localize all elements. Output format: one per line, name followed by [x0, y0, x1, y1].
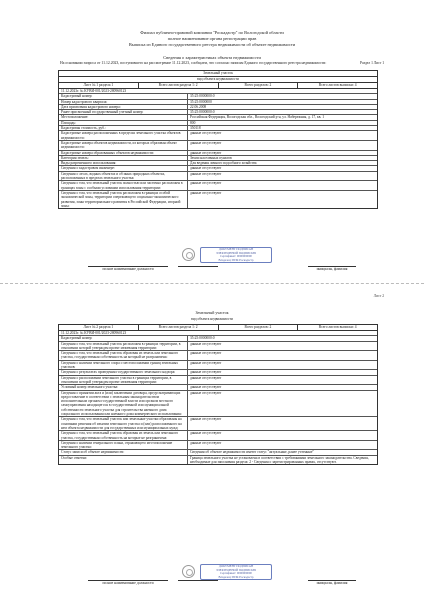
- signature-line: [178, 266, 218, 267]
- field-label: Сведения о результатах проведения государственного земельного надзора:: [59, 370, 188, 374]
- authority-name: Филиал публично-правовой компании "Роскадастр" по Вологодской области: [140, 30, 284, 35]
- col-header: Лист № 1 раздела 1: [59, 83, 139, 88]
- table-row: [59, 181, 377, 191]
- field-label: 11.12.2023г. № КУВИ-001/2023-280960123: [61, 89, 127, 93]
- field-value: данные отсутствуют: [190, 431, 222, 436]
- request-intro: На основании запроса от 11.12.2023, поступившего на рассмотрение 11.12.2023, сообщаем, что согласно записям Единого государственного реестра недвижимости:: [60, 61, 327, 65]
- section-label: Земельный участок: [195, 310, 229, 315]
- field-label: Кадастровые номера расположенных в пределах земельного участка объектов недвижимости:: [59, 131, 188, 140]
- field-label: Сведения о принятии акта и (или) заключении договора, предусматривающих предоставление в соответствии с земельным законодательством исполнительным органом государственной власти или органом местного самоуправления находящегося в государственной или муниципальной собственности земельного участка для строительства наемного дома социального использования или наемного дома коммерческого использования:: [59, 391, 188, 417]
- field-label: Сведения о кадастровом инженере:: [59, 166, 188, 170]
- stamp-text: Сертификат: 0000000000: [220, 254, 252, 259]
- field-label: Сведения о том, что земельный участок расположен в границах территории, в отношении которой утвержден проект межевания территории:: [59, 342, 188, 351]
- field-value: данные отсутствуют: [190, 150, 222, 155]
- field-value: данные отсутствуют: [190, 140, 222, 145]
- signature-line: [178, 580, 218, 581]
- field-label: Сведения о наличии генерального плана, отражающего местоположение земельного участка:: [59, 441, 188, 450]
- field-value: данные отсутствуют: [190, 370, 222, 375]
- section-label: Земельный участок: [59, 71, 377, 77]
- stamp-text: Владелец: ППК Роскадастр: [218, 574, 254, 579]
- document-heading: Выписка из Единого государственного реестра недвижимости об объекте недвижимости: [128, 42, 296, 47]
- field-label: Сведения о том, что земельный участок образован из земель или земельного участка, государственная собственность на которые не разграничена:: [59, 431, 188, 440]
- field-label: Площадь:: [59, 121, 188, 125]
- field-value: данные отсутствуют: [190, 360, 222, 365]
- field-label: Сведения о том, что земельный участок или земельные участки образованы на основании решения об изъятии земельного участка и (или) расположенного на нем объекта недвижимости для государственных или муниципальных нужд:: [59, 417, 188, 430]
- field-value: данные отсутствуют: [190, 131, 222, 136]
- field-value: 35:25:0000000:0: [190, 110, 215, 115]
- field-label: Статус записи об объекте недвижимости:: [59, 450, 188, 454]
- field-label: Местоположение:: [59, 115, 188, 119]
- field-label: Сведения о наличии земельного спора о местоположении границ земельных участков:: [59, 361, 188, 370]
- table-row: [59, 431, 377, 441]
- table-row: [59, 441, 377, 451]
- field-label: Особые отметки:: [59, 456, 188, 465]
- field-value: данные отсутствуют: [190, 375, 222, 380]
- table-body: [59, 89, 377, 208]
- table-row: [59, 361, 377, 371]
- field-value: данные отсутствуют: [190, 181, 222, 186]
- extract-sheet-2: [0, 283, 424, 601]
- field-value: данные отсутствуют: [190, 341, 222, 346]
- section-sublabel: вид объекта недвижимости: [191, 317, 233, 321]
- field-value: данные отсутствуют: [190, 190, 222, 195]
- stamp-text: ЭЛЕКТРОННОЙ ПОДПИСЬЮ: [215, 250, 257, 255]
- field-value: Для ведения личного подсобного хозяйства: [190, 161, 257, 166]
- field-label: Кадастровые номера образованных объектов недвижимости:: [59, 151, 188, 155]
- field-label: Виды разрешенного использования:: [59, 161, 188, 165]
- field-value: 35:25:0000000: [190, 99, 212, 104]
- seal-icon: [182, 565, 195, 578]
- table-row: [59, 172, 377, 182]
- field-value: 350118: [190, 126, 201, 131]
- table-row: [59, 376, 377, 386]
- table-row: [59, 191, 377, 208]
- field-value: данные отсутствуют: [190, 351, 222, 356]
- name-caption: инициалы, фамилия: [308, 580, 356, 585]
- field-label: Сведения о том, что земельный участок полностью или частично расположен в границах зоны с особыми условиями использования территории:: [59, 181, 188, 190]
- field-value: Сведения об объекте недвижимости имеют статус "актуальные, ранее учтенные": [190, 450, 314, 455]
- position-caption: полное наименование должности: [88, 580, 168, 585]
- field-label: Ранее присвоенный государственный учетный номер:: [59, 110, 188, 114]
- field-label: Сведения о лесах, водных объектах и об иных природных объектах, расположенных в пределах земельного участка:: [59, 172, 188, 181]
- field-label: Категория земель:: [59, 156, 188, 160]
- field-label: Сведения о том, что земельный участок расположен в границах особой экономической зоны, территории опережающего социально-экономического развития, зоны территориального развития в Российской Федерации, игорной зоны:: [59, 191, 188, 208]
- e-signature-stamp: [200, 564, 272, 580]
- stamp-text: ЭЛЕКТРОННОЙ ПОДПИСЬЮ: [215, 567, 257, 572]
- field-value: 35:25:0000000:0: [190, 94, 215, 99]
- stamp-text: ДОКУМЕНТ ПОДПИСАН: [218, 247, 254, 251]
- col-header: Лист № 2 раздела 1: [59, 325, 139, 330]
- table-row: [59, 351, 377, 361]
- stamp-text: ДОКУМЕНТ ПОДПИСАН: [218, 564, 254, 568]
- property-table: [58, 324, 378, 465]
- seal-icon: [182, 248, 195, 261]
- table-row: [59, 391, 377, 418]
- field-value: 35:25:0000000:0: [190, 336, 215, 341]
- field-value: данные отсутствуют: [190, 166, 222, 171]
- field-label: Сведения о том, что земельный участок образован из земель или земельного участка, государственная собственность на который не разграничена:: [59, 351, 188, 360]
- field-label: Кадастровый номер:: [59, 94, 188, 98]
- table-row: [59, 141, 377, 151]
- field-label: Условный номер земельного участка:: [59, 385, 188, 389]
- field-value: 22.06.2008: [190, 104, 207, 109]
- field-value: 800: [190, 120, 196, 125]
- field-label: Кадастровая стоимость, руб.:: [59, 126, 188, 130]
- field-value: данные отсутствуют: [190, 385, 222, 390]
- col-header: Всего листов выписки: 4: [318, 83, 357, 87]
- field-value: Земли населенных пунктов: [190, 155, 232, 160]
- field-value: данные отсутствуют: [190, 440, 222, 445]
- name-caption: инициалы, фамилия: [308, 266, 356, 271]
- table-row: [59, 456, 377, 465]
- table-row: [59, 342, 377, 352]
- field-value: данные отсутствуют: [190, 390, 222, 395]
- field-label: Дата присвоения кадастрового номера:: [59, 105, 188, 109]
- table-body: [59, 331, 377, 464]
- stamp-text: Сертификат: 0000000000: [220, 571, 252, 576]
- extract-sheet-1: [0, 0, 424, 283]
- authority-caption: полное наименование органа регистрации прав: [167, 36, 257, 41]
- section-sublabel: вид объекта недвижимости: [59, 77, 377, 83]
- stamp-text: Владелец: ППК Роскадастр: [218, 257, 254, 262]
- col-header: Всего разделов: 2: [219, 325, 299, 330]
- sheet-label: Раздел 1 Лист 1: [360, 61, 384, 65]
- col-header: Всего листов раздела 1: 2: [139, 325, 219, 330]
- field-label: Кадастровый номер:: [59, 336, 188, 340]
- property-table: [58, 70, 378, 209]
- field-label: Номер кадастрового квартала:: [59, 100, 188, 104]
- document-title: Сведения о характеристиках объекта недвижимости: [163, 55, 261, 60]
- position-caption: полное наименование должности: [88, 266, 168, 271]
- page-number: Лист 2: [373, 294, 384, 298]
- field-value: Граница земельного участка не установлена в соответствии с требованиями земельного законодательства. Сведения, необходимые для заполнения раздела: 2 - Сведения о зарегистрированных правах, отсутствуют.: [190, 455, 369, 465]
- field-value: данные отсутствуют: [190, 171, 222, 176]
- field-label: Кадастровые номера объектов недвижимости, из которых образован объект недвижимости:: [59, 141, 188, 150]
- field-label: Сведения о расположении земельного участка в границах территории, в отношении которой утвержден проект межевания территории:: [59, 376, 188, 385]
- table-row: [59, 417, 377, 431]
- e-signature-stamp: [200, 247, 272, 263]
- table-row: [59, 131, 377, 141]
- field-value: данные отсутствуют: [190, 417, 222, 422]
- field-label: 11.12.2023г. № КУВИ-001/2023-280960123: [61, 331, 127, 335]
- col-header: Всего разделов: 2: [219, 83, 299, 88]
- field-value: Российская Федерация, Вологодская обл., Вологодский р-н, ул. Набережная, д. 17, кв. 1: [190, 115, 324, 120]
- col-header: Всего листов выписки: 4: [318, 325, 357, 329]
- col-header: Всего листов раздела 1: 2: [139, 83, 219, 88]
